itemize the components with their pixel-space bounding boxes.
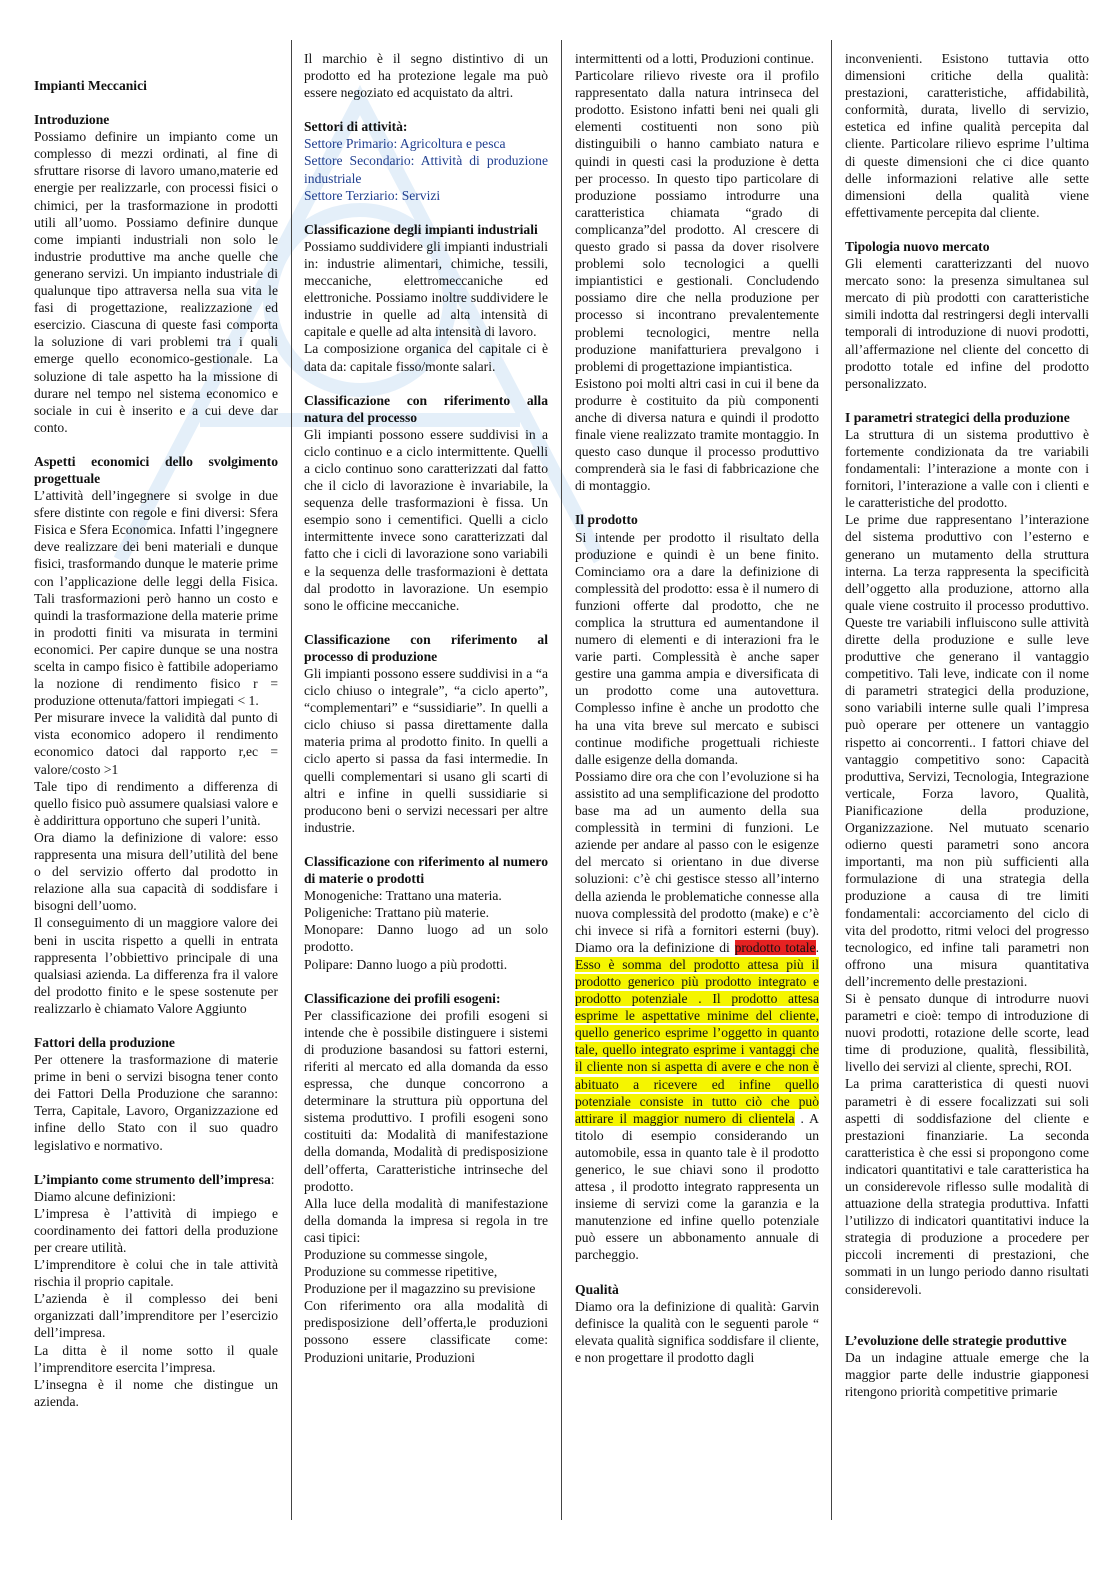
column-rule-3 bbox=[831, 40, 832, 1520]
item-monopare: Monopare: Danno luogo ad un solo prodotto. bbox=[304, 922, 548, 955]
paragraph-classificazione-2: La composizione organica del capitale ci è data da: capitale fisso/monte salari. bbox=[304, 341, 548, 374]
paragraph-parametri-1: La struttura di un sistema produttivo è fortemente condizionata da tre variabili fondamentali: l’interazione a monte con i fornitori, l’interazione a valle con i clienti e le caratteristiche del prodotto. bbox=[845, 426, 1089, 511]
paragraph-inconvenienti: inconvenienti. Esistono tuttavia otto dimensioni critiche della qualità: prestazioni, caratteristiche, affidabilità, conformità, durata, livello di servizio, estetica ed infine qualità percepita dal cliente. Particolare rilievo esprime l’ultima di queste dimensioni che ci dice quanto delle informazioni relative alle sette dimensioni della qualità viene effettivamente percepita dal cliente. bbox=[845, 51, 1089, 220]
paragraph-processo-produzione: Gli impianti possono essere suddivisi in a “a ciclo chiuso o integrale”, “a ciclo aperto”, “complementari” e “sussidiarie”. In quelli a ciclo chiuso si passa direttamente dalla materia prima al prodotto finito. In quelli a ciclo aperto si passa da fasi intermedie. In quelli complementari si usano gli scarti di altri e infine in quelli sussidiarie si producono beni o servizi necessari per altre industrie. bbox=[304, 666, 548, 835]
paragraph-impianto-2: L’imprenditore è colui che in tale attività rischia il proprio capitale. bbox=[34, 1257, 278, 1290]
paragraph-impianto-5: L’insegna è il nome che distingue un azienda. bbox=[34, 1376, 278, 1409]
paragraph-aspetti-4: Ora diamo la definizione di valore: esso rappresenta una misura dell’utilità del bene o del servizio offerto dal prodotto in relazione alla sua capacità di soddisfare i bisogni dell’uomo. bbox=[34, 829, 278, 914]
document-title: Impianti Meccanici bbox=[34, 78, 147, 93]
paragraph-produzioni-continue: intermittenti od a lotti, Produzioni continue. bbox=[575, 51, 814, 66]
column-2 bbox=[304, 50, 548, 1366]
paragraph-esogeni-1: Per classificazione dei profili esogeni si intende che è possibile distinguere i sistemi di produzione basandosi su fattori esterni, riferiti al mercato ed alla domanda da esso espressa, che dunque concorrono a determinare la struttura più opportuna del sistema produttivo. I profili esogeni sono costituiti da: Modalità di manifestazione della domanda, Modalità di predisposizione dell’offerta, Caratteristiche intrinseche del prodotto. bbox=[304, 1007, 548, 1194]
item-poligeniche: Poligeniche: Trattano più materie. bbox=[304, 905, 489, 921]
paragraph-aspetti-3: Tale tipo di rendimento a differenza di quello fisico può assumere qualsiasi valore e è addirittura opportuno che superi l’unità. bbox=[34, 778, 278, 828]
paragraph-parametri-3: Si è pensato dunque di introdurre nuovi parametri e cioè: tempo di introduzione di nuovi prodotti, rotazione delle scorte, lead time di produzione, qualità, flessibilità, livello dei servizi al cliente, sprechi, ROI. bbox=[845, 990, 1089, 1075]
paragraph-impianto-4: La ditta è il nome sotto il quale l’imprenditore esercita l’impresa. bbox=[34, 1342, 278, 1375]
column-rule-1 bbox=[291, 40, 292, 1520]
highlight-definizione: Esso è somma del prodotto attesa più il prodotto generico più prodotto integrato e prodotto potenziale . Il prodotto attesa esprime le aspettative minime del cliente, quello generico esprime l’oggetto in quanto tale, quello integrato esprime i vantaggi che il cliente non si aspetta di avere e che non è abituato a ricevere ed infine quello potenziale consiste in tutto ciò che può attirare il maggior numero di clientela bbox=[575, 956, 819, 1126]
paragraph-aspetti-5: Il conseguimento di un maggiore valore dei beni in uscita rispetto a quelli in entrata rappresenta l’obbiettivo principale di una qualsiasi azienda. La differenza fra il valore del prodotto finito e le spese sostenute per realizzarlo è chiamato Valore Aggiunto bbox=[34, 915, 278, 1016]
highlight-prodotto-totale: prodotto totale bbox=[734, 939, 816, 955]
paragraph-qualita: Diamo ora la definizione di qualità: Garvin definisce la qualità con le seguenti parole “ elevata qualità significa soddisfare il cliente, e non progettare il prodotto dagli bbox=[575, 1298, 819, 1365]
heading-impianto: L’impianto come strumento dell’impresa bbox=[34, 1171, 271, 1187]
paragraph-fattori: Per ottenere la trasformazione di materie prime in beni o servizi bisogna tener conto dei Fattori Della Produzione che saranno: Terra, Capitale, Lavoro, Organizzazione ed infine dello Stato con il suo quadro legislativo e normativo. bbox=[34, 1052, 278, 1153]
heading-evoluzione: L’evoluzione delle strategie produttive bbox=[845, 1332, 1067, 1348]
paragraph-parametri-2: Le prime due rappresentano l’interazione del sistema produttivo con l’esterno e generano un mutamento della struttura interna. La terza rappresenta la specificità dell’oggetto alla produzione, attorno alla quale viene costruito il processo produttivo. Queste tre variabili influiscono sulle attività dirette della produzione e sulle leve produttive che generano il vantaggio competitivo. Tali leve, indicate con il nome di parametri strategici della produzione, sono variabili interne sulle quali l’impresa può operare per ottenere un vantaggio rispetto ai concorrenti.. I fattori chiave del vantaggio competitivo sono: Capacità produttiva, Servizi, Tecnologia, Integrazione verticale, Forza lavoro, Qualità, Pianificazione della produzione, Organizzazione. Nel mutuato scenario odierno questi parametri sono ancora importanti, ma non più sufficienti alla formulazione di una strategia della produzione a causa di tre limiti fondamentali: accorciamento del ciclo di vita del prodotto, ritmi veloci del progresso tecnologico, ed infine tali parametri non offrono una misura quantitativa dell’incremento delle prestazioni. bbox=[845, 512, 1089, 989]
column-4 bbox=[845, 50, 1089, 1400]
heading-nuovo-mercato: Tipologia nuovo mercato bbox=[845, 238, 990, 254]
paragraph-marchio: Il marchio è il segno distintivo di un prodotto ed ha protezione legale ma può essere negoziato ed acquistato da altri. bbox=[304, 51, 548, 101]
prodotto-2-tail: . A titolo di esempio considerando un automobile, essa in quanto tale è il prodotto generico, le sue chiavi sono il prodotto attesa , il prodotto integrato rappresenta un insieme di servizi come la garanzia e la manutenzione ed infine quello potenziale può essere un abbonamento annuale di parcheggio. bbox=[575, 1110, 819, 1263]
item-commesse-singole: Produzione su commesse singole, bbox=[304, 1247, 488, 1262]
heading-parametri-strategici: I parametri strategici della produzione bbox=[845, 409, 1070, 425]
paragraph-aspetti-1: L’attività dell’ingegnere si svolge in due sfere distinte con regole e fini diversi: Sfera Fisica e Sfera Economica. Infatti l’ingegnere deve realizzare dei beni materiali e dunque fisici, trasformando dunque le materie prime con l’applicazione delle leggi della Fisica. Tali trasformazioni però hanno un costo e quindi la trasformazione della materie prime in prodotti finiti va misurata in termini economici. Per capire dunque se una nostra scelta in campo fisico è fattibile adoperiamo la nozione di rendimento fisico r = produzione ottenuta/fattori impiegati < 1. bbox=[34, 488, 278, 709]
item-polipare: Polipare: Danno luogo a più prodotti. bbox=[304, 956, 508, 972]
paragraph-esogeni-3: Con riferimento ora alla modalità di predisposizione dell’offerta,le produzioni possono essere classificate come: Produzioni unitarie, Produzioni bbox=[304, 1298, 548, 1365]
heading-fattori-produzione: Fattori della produzione bbox=[34, 1034, 175, 1050]
paragraph-classificazione-1: Possiamo suddividere gli impianti industriali in: industrie alimentari, chimiche, tessili, meccaniche, elettromeccaniche ed elettroniche. Possiamo inoltre suddividere le industrie in quelle ad alta intensità di capitale e quelle ad alta intensità di lavoro. bbox=[304, 238, 548, 340]
heading-classificazione-impianti: Classificazione degli impianti industriali bbox=[304, 221, 538, 237]
paragraph-introduzione: Possiamo definire un impianto come un complesso di mezzi ordinati, al fine di sfruttare risorse di lavoro umano,materie ed energie per realizzarle, con processi fisici o chimici, per la trasformazione in prodotti utili all’uomo. Possiamo definire dunque come impianti industriali non solo le industrie produttive ma anche quelle che generano servizi. Un impianto industriale di qualunque tipo attraversa nella sua vita le fasi di progettazione, realizzazione ed esercizio. Ciascuna di queste fasi comporta la soluzione di vari problemi tra i quali emerge quello economico-gestionale. La soluzione di tale aspetto ha la missione di durare nel tempo nel sistema economico e sociale in cui è inserito e a cui deve dar conto. bbox=[34, 129, 278, 435]
paragraph-prodotto-1: Si intende per prodotto il risultato della produzione e quindi è un bene finito. Cominciamo ora a dare la definizione di complessità del prodotto: essa è il numero di funzioni offerte dal prodotto, che ne complica la struttura ed aumentandone il numero di elementi e di interazioni fra le varie parti. Complessità è anche saper gestire una gamma ampia e diversificata di un prodotto come una autovettura. Complesso infine è anche un prodotto che ha una vita breve sul mercato e subisci continue modifiche progettuali richieste dalle esigenze della domanda. bbox=[575, 529, 819, 767]
prodotto-2-dot: . bbox=[815, 939, 819, 955]
heading-qualita: Qualità bbox=[575, 1281, 619, 1297]
paragraph-aspetti-2: Per misurare invece la validità dal punto di vista economico adopero il rendimento economico datoci dal rapporto r,ec = valore/costo >1 bbox=[34, 710, 278, 777]
paragraph-parametri-4: La prima caratteristica di questi nuovi parametri è di essere focalizzati sui soli aspetti di soddisfazione del cliente e prestazioni finanziarie. La seconda caratteristica è che essi si propongono come indicatori quantitativi e tale caratteristica ha un considerevole riflesso sulle modalità di attuazione della strategia produttiva. Infatti l’utilizzo di indicatori quantitativi induce la strategia di produzione a procedere per piccoli incrementi di prestazioni, che sommati in un lungo periodo danno risultati considerevoli. bbox=[845, 1076, 1089, 1297]
heading-profili-esogeni: Classificazione dei profili esogeni: bbox=[304, 990, 501, 1006]
paragraph-natura-processo: Gli impianti possono essere suddivisi in a ciclo continuo e a ciclo intermittente. Quelli a ciclo continuo sono caratterizzati dal fatto che il ciclo di lavorazione è invariabile, la sequenza delle trasformazioni è fissa. Un esempio sono i cementifici. Quelli a ciclo intermittente invece sono caratterizzati dal fatto che i cicli di lavorazione sono variabili e la sequenza delle trasformazioni è dettata dal prodotto in lavorazione. Un esempio sono le officine meccaniche. bbox=[304, 426, 548, 613]
item-commesse-ripetitive: Produzione su commesse ripetitive, bbox=[304, 1264, 498, 1280]
paragraph-natura-intrinseca: Particolare rilievo riveste ora il profilo rappresentato dalla natura intrinseca del prodotto. Esistono infatti beni nei quali gli elementi costituenti non sono più distinguibili o hanno cambiato natura e quindi in questi casi la produzione è detta per processo. In questo tipo particolare di produzione possiamo introdurre una caratteristica chiamata “grado di complicanza”del prodotto. Al crescere di questo grado si passa da dover risolvere problemi solo tecnologici a quelli impiantistici e gestionali. Concludendo possiamo dire che nella produzione per processo si incontrano prevalentemente problemi tecnologici, mentre nella produzione manifatturiera prevalgono i problemi di progettazione impiantistica. bbox=[575, 68, 819, 374]
item-monogeniche: Monogeniche: Trattano una materia. bbox=[304, 888, 502, 904]
settore-terziario: Settore Terziario: Servizi bbox=[304, 187, 441, 203]
heading-impianto-wrap bbox=[34, 1171, 278, 1188]
item-magazzino: Produzione per il magazzino su previsione bbox=[304, 1281, 536, 1297]
settore-primario: Settore Primario: Agricoltura e pesca bbox=[304, 136, 506, 152]
paragraph-impianto-3: L’azienda è il complesso dei beni organizzati dall’imprenditore per l’esercizio dell’impresa. bbox=[34, 1291, 278, 1341]
heading-numero-materie: Classificazione con riferimento al numero di materie o prodotti bbox=[304, 853, 548, 887]
paragraph-evoluzione: Da un indagine attuale emerge che la maggior parte delle industrie giapponesi ritengono priorità competitive primarie bbox=[845, 1349, 1089, 1399]
paragraph-esogeni-2: Alla luce della modalità di manifestazione della domanda la impresa si regola in tre casi tipici: bbox=[304, 1195, 548, 1245]
heading-impianto-colon: : bbox=[270, 1171, 275, 1187]
column-3 bbox=[575, 50, 819, 1366]
settore-secondario: Settore Secondario: Attività di produzione industriale bbox=[304, 153, 548, 186]
paragraph-montaggio: Esistono poi molti altri casi in cui il bene da produrre è costituito da più componenti anche di diversa natura e quindi il prodotto finale viene realizzato tramite montaggio. In questo caso dunque il processo produttivo comprenderà sia le fasi di fabbricazione che di montaggio. bbox=[575, 375, 819, 494]
paragraph-impianto-1: L’impresa è l’attività di impiego e coordinamento dei fattori della produzione per creare utilità. bbox=[34, 1205, 278, 1255]
prodotto-2-text: Possiamo dire ora che con l’evoluzione si ha assistito ad una semplificazione del prodotto base ma ad un aumento della sua complessità in termini di funzioni. Le aziende per andare al passo con le esigenze del mercato si orientano in due diverse soluzioni: c’è chi gestisce stesso all’interno della azienda le problematiche connesse alla nuova complessità del prodotto (make) e c’è chi invece si rifà a fornitori esterni (buy). Diamo ora la definizione di bbox=[575, 768, 819, 955]
paragraph-prodotto-2 bbox=[575, 768, 819, 1264]
heading-processo-produzione: Classificazione con riferimento al processo di produzione bbox=[304, 631, 548, 664]
heading-prodotto: Il prodotto bbox=[575, 512, 638, 528]
heading-settori: Settori di attività: bbox=[304, 119, 408, 135]
paragraph-nuovo-mercato: Gli elementi caratterizzanti del nuovo mercato sono: la presenza simultanea sul mercato di più prodotti con caratteristiche simili indotta dal restringersi degli intervalli temporali di introduzione di nuovi prodotti, all’affermazione nel cliente del concetto di prodotto totale ed infine del prodotto personalizzato. bbox=[845, 256, 1089, 391]
paragraph-impianto-0: Diamo alcune definizioni: bbox=[34, 1188, 176, 1204]
column-rule-2 bbox=[561, 40, 562, 1520]
heading-aspetti-economici: Aspetti economici dello svolgimento progettuale bbox=[34, 453, 278, 486]
column-1 bbox=[34, 77, 278, 1410]
heading-natura-processo: Classificazione con riferimento alla natura del processo bbox=[304, 392, 548, 425]
heading-introduzione: Introduzione bbox=[34, 112, 110, 128]
